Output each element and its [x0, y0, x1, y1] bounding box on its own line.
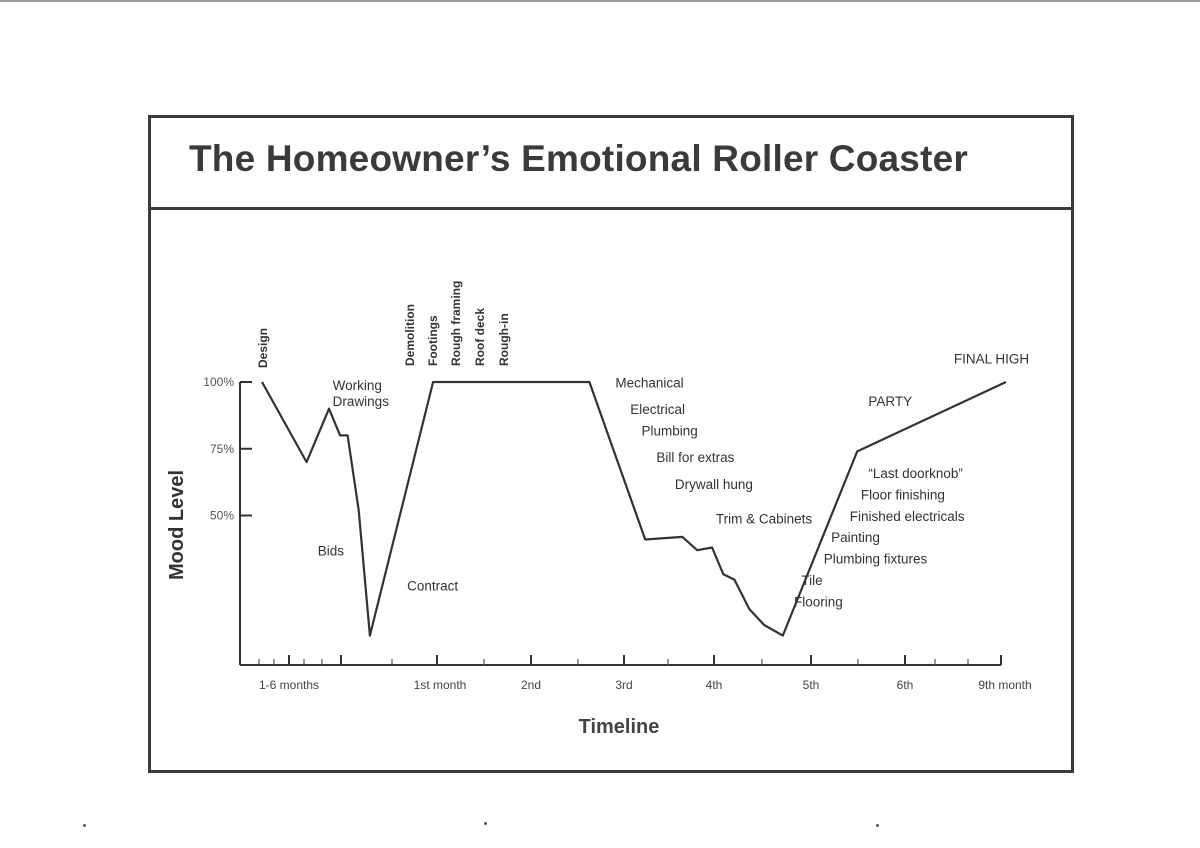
phase-label: Demolition [403, 304, 417, 366]
phase-labels [256, 281, 511, 368]
x-axis-label: Timeline [578, 716, 660, 738]
y-axis-label: Mood Level [166, 469, 188, 581]
annotation-label: Painting [831, 530, 880, 546]
annotation-label: PARTY [868, 394, 913, 410]
scan-speck [83, 824, 86, 827]
annotation-label: Bids [317, 543, 345, 559]
annotation-label: Trim & Cabinets [715, 511, 813, 527]
annotation-label: Plumbing [641, 423, 698, 439]
x-ticks [259, 655, 1032, 692]
annotation-label: Contract [407, 578, 459, 594]
x-tick-label: 5th [802, 678, 820, 692]
annotations [318, 351, 1029, 609]
annotation-label: Drawings [332, 394, 389, 410]
x-tick-label: 4th [705, 678, 723, 692]
annotation-label: Tile [801, 572, 823, 588]
scan-speck [484, 822, 487, 825]
x-tick-label: 2nd [520, 678, 542, 692]
phase-label: Rough framing [449, 280, 463, 366]
chart-title: The Homeowner’s Emotional Roller Coaster [189, 138, 968, 179]
y-tick-label: 50% [209, 508, 234, 523]
annotation-label: Floor finishing [860, 487, 945, 503]
annotation-label: Flooring [793, 594, 843, 610]
annotation-label: Plumbing fixtures [823, 551, 928, 567]
annotation-label: Electrical [630, 402, 686, 418]
y-ticks [203, 375, 252, 523]
phase-label: Design [256, 327, 270, 368]
x-tick-label: 1st month [413, 678, 467, 692]
phase-label: Roof deck [473, 307, 487, 366]
y-tick-label: 75% [209, 441, 234, 456]
x-tick-label: 1-6 months [258, 678, 320, 692]
phase-label: Rough-in [497, 313, 511, 366]
x-tick-label: 6th [896, 678, 914, 692]
annotation-label: Working [332, 378, 382, 394]
annotation-label: “Last doorknob” [868, 466, 963, 482]
annotation-label: Finished electricals [849, 508, 965, 524]
y-tick-label: 100% [203, 375, 234, 389]
x-tick-label: 3rd [615, 678, 633, 692]
annotation-label: Mechanical [615, 375, 684, 391]
annotation-label: FINAL HIGH [953, 351, 1030, 367]
annotation-label: Bill for extras [656, 450, 735, 466]
scan-speck [876, 824, 879, 827]
annotation-label: Drywall hung [674, 476, 753, 492]
phase-label: Footings [426, 315, 440, 366]
x-tick-label: 9th month [978, 678, 1032, 692]
